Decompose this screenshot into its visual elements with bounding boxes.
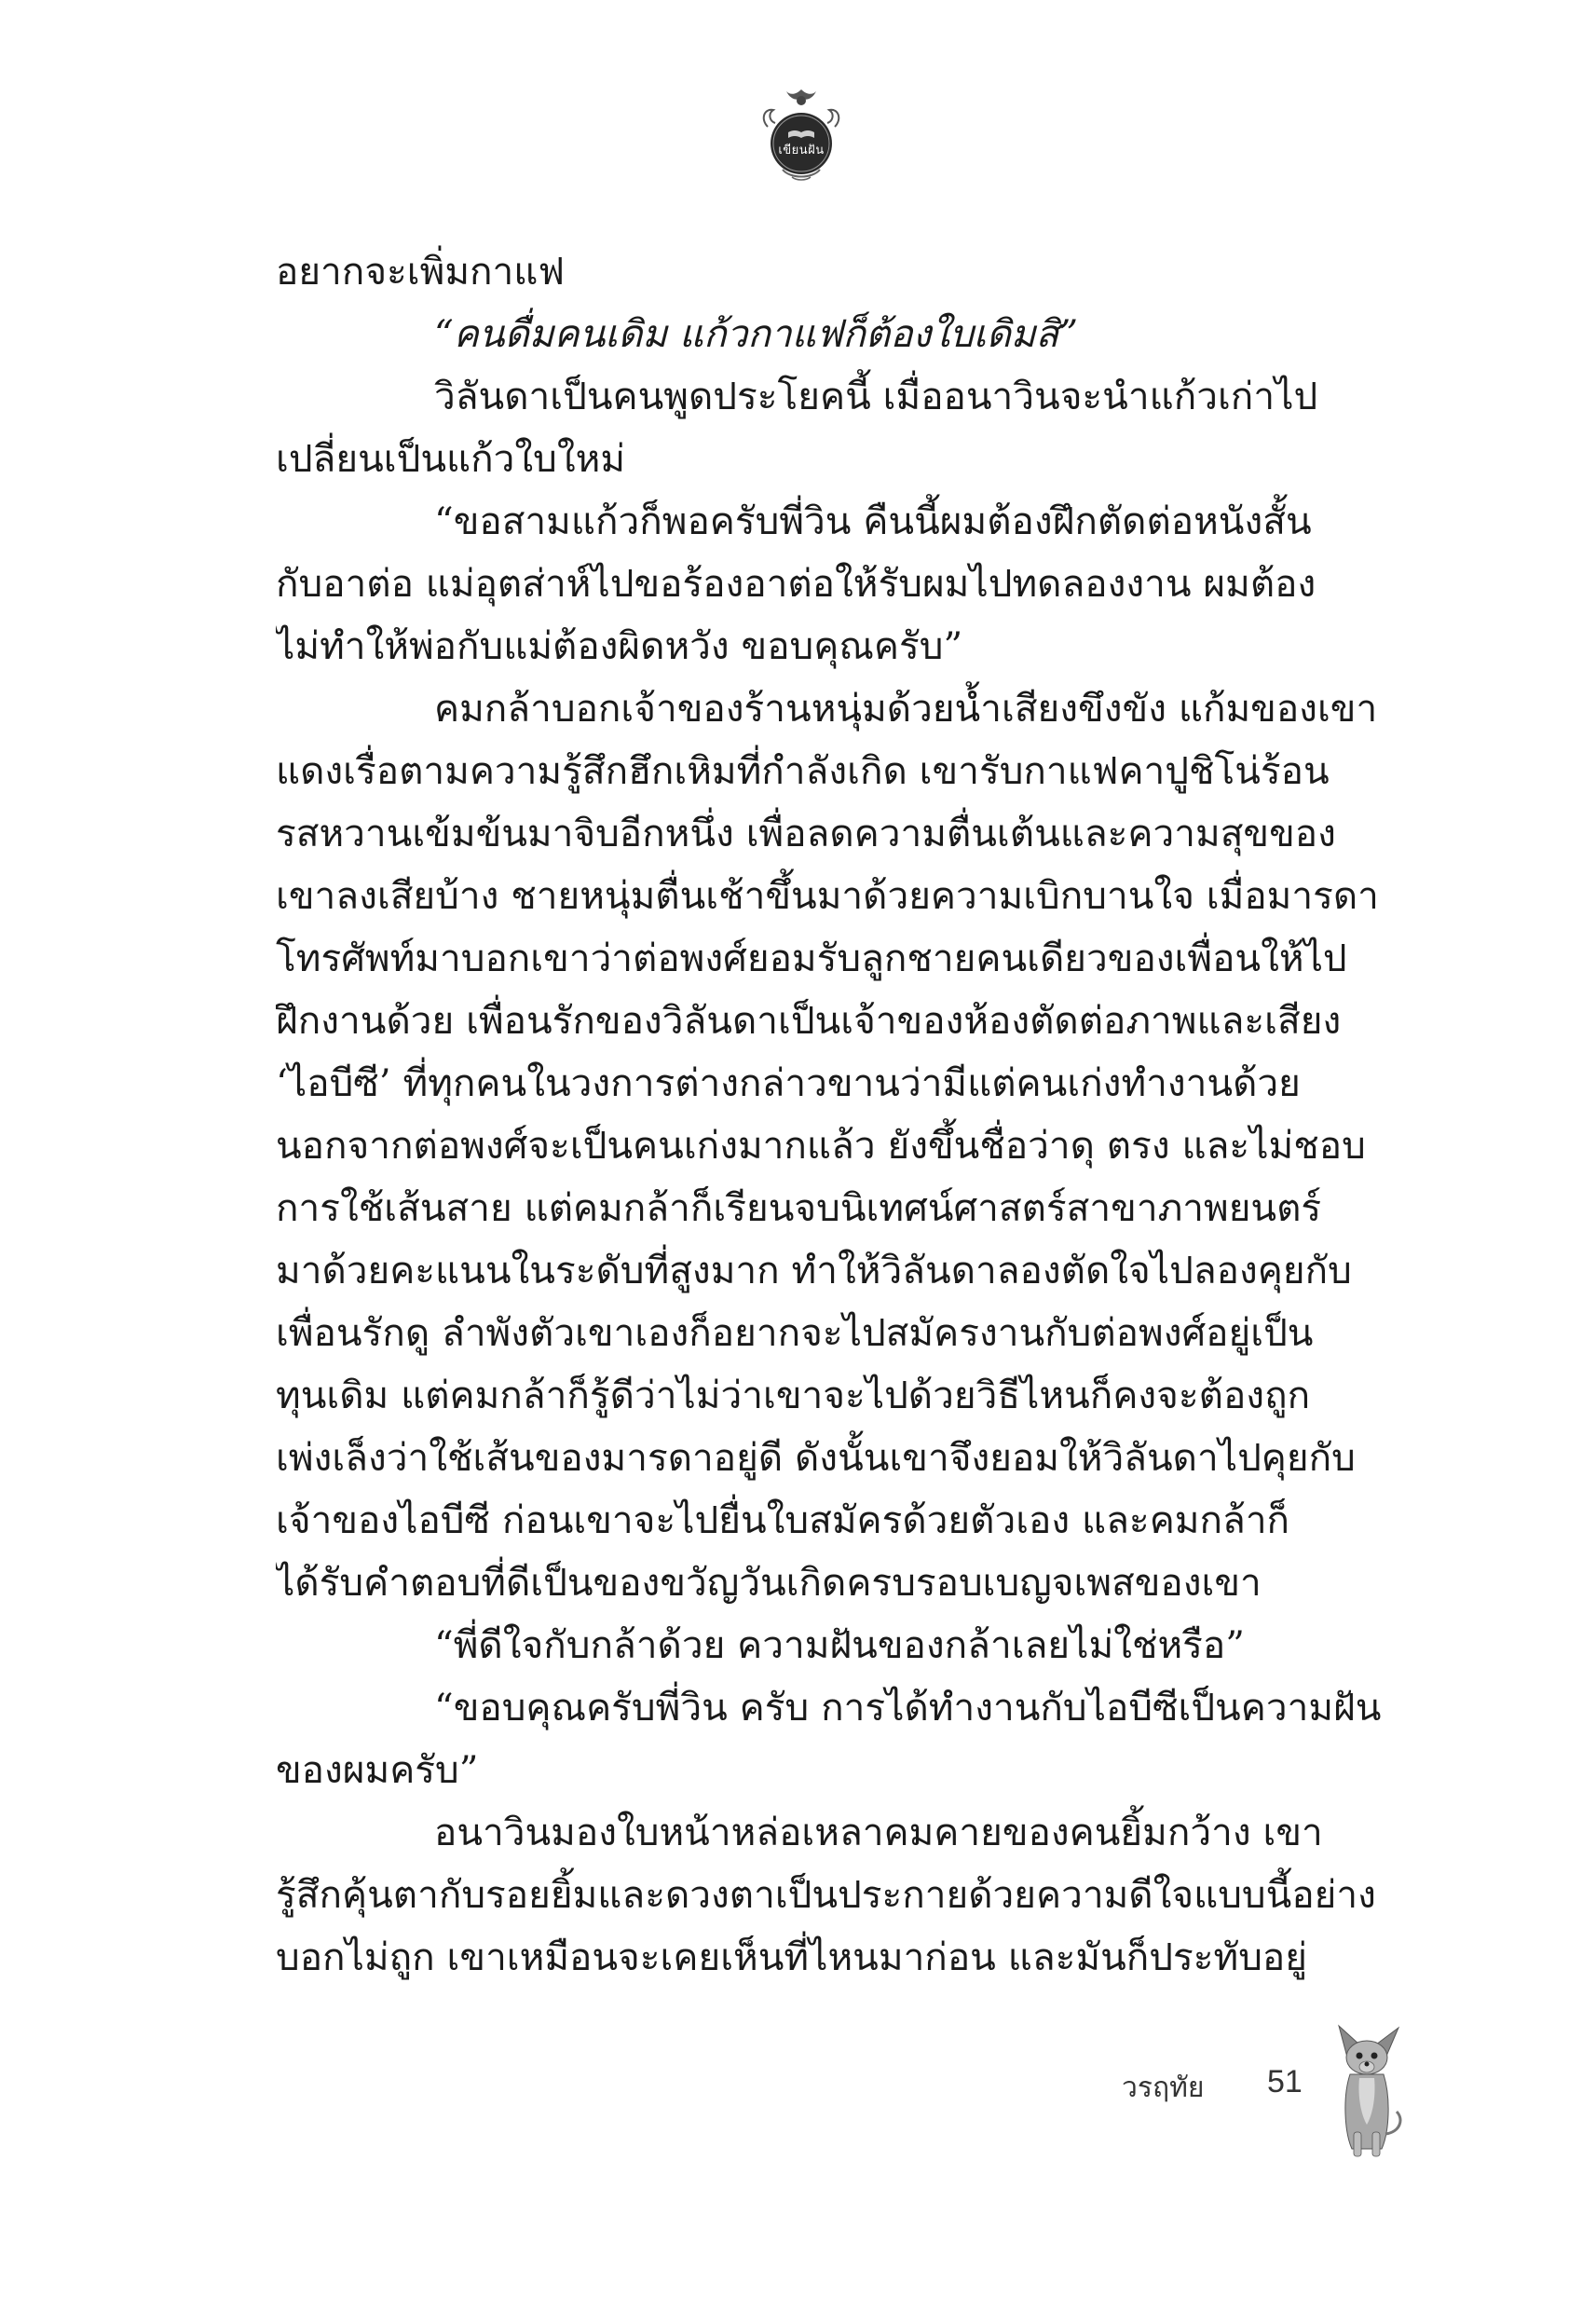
text-line: อนาวินมองใบหน้าหล่อเหลาคมคายของคนยิ้มกว้าง เขา: [434, 1810, 1323, 1854]
text-line: ไม่ทำให้พ่อกับแม่ต้องผิดหวัง ขอบคุณครับ”: [276, 623, 963, 668]
emblem-graphic: [755, 86, 848, 183]
text-line: กับอาต่อ แม่อุตส่าห์ไปขอร้องอาต่อให้รับผมไปทดลองงาน ผมต้อง: [276, 561, 1316, 606]
body-text: [276, 240, 1405, 1989]
emblem-label: เขียนฝัน: [778, 144, 825, 157]
text-line: เพื่อนรักดู ลำพังตัวเขาเองก็อยากจะไปสมัครงานกับต่อพงศ์อยู่เป็น: [276, 1310, 1314, 1355]
text-line: วิลันดาเป็นคนพูดประโยคนี้ เมื่ออนาวินจะนำแก้วเก่าไป: [434, 374, 1318, 418]
text-line: โทรศัพท์มาบอกเขาว่าต่อพงศ์ยอมรับลูกชายคนเดียวของเพื่อนให้ไป: [276, 936, 1347, 980]
text-line: เปลี่ยนเป็นแก้วใบใหม่: [276, 436, 626, 481]
text-line: การใช้เส้นสาย แต่คมกล้าก็เรียนจบนิเทศน์ศาสตร์สาขาภาพยนตร์: [276, 1185, 1322, 1230]
text-line: “พี่ดีใจกับกล้าด้วย ความฝันของกล้าเลยไม่ใช่หรือ”: [434, 1622, 1245, 1667]
text-line: คมกล้าบอกเจ้าของร้านหนุ่มด้วยน้ำเสียงขึงขัง แก้มของเขา: [434, 686, 1378, 731]
text-line: “ขอบคุณครับพี่วิน ครับ การได้ทำงานกับไอบีซีเป็นความฝัน: [434, 1685, 1382, 1730]
chihuahua-illustration: [1326, 2022, 1408, 2162]
text-line: “คนดื่มคนเดิม แก้วกาแฟก็ต้องใบเดิมสิ”: [434, 311, 1079, 356]
text-line: มาด้วยคะแนนในระดับที่สูงมาก ทำให้วิลันดาลองตัดใจไปลองคุยกับ: [276, 1248, 1352, 1292]
running-footer-title: วรฤทัย: [1122, 2072, 1205, 2103]
text-line: ฝึกงานด้วย เพื่อนรักของวิลันดาเป็นเจ้าของห้องตัดต่อภาพและเสียง: [276, 998, 1342, 1043]
text-line: เพ่งเล็งว่าใช้เส้นของมารดาอยู่ดี ดังนั้นเขาจึงยอมให้วิลันดาไปคุยกับ: [276, 1435, 1356, 1480]
text-line: ทุนเดิม แต่คมกล้าก็รู้ดีว่าไม่ว่าเขาจะไปด้วยวิธีไหนก็คงจะต้องถูก: [276, 1373, 1311, 1417]
publisher-emblem: [755, 86, 848, 183]
text-line: ‘ไอบีซี’ ที่ทุกคนในวงการต่างกล่าวขานว่ามีแต่คนเก่งทำงานด้วย: [276, 1060, 1301, 1105]
text-line: เจ้าของไอบีซี ก่อนเขาจะไปยื่นใบสมัครด้วยตัวเอง และคมกล้าก็: [276, 1497, 1290, 1542]
text-line: ได้รับคำตอบที่ดีเป็นของขวัญวันเกิดครบรอบเบญจเพสของเขา: [276, 1560, 1262, 1605]
text-line: ของผมครับ”: [276, 1747, 479, 1792]
text-line: “ขอสามแก้วก็พอครับพี่วิน คืนนี้ผมต้องฝึกตัดต่อหนังสั้น: [434, 499, 1312, 543]
text-line: อยากจะเพิ่มกาแฟ: [276, 249, 566, 294]
text-line: บอกไม่ถูก เขาเหมือนจะเคยเห็นที่ไหนมาก่อน และมันก็ประทับอยู่: [276, 1935, 1307, 1979]
text-line: เขาลงเสียบ้าง ชายหนุ่มตื่นเช้าขึ้นมาด้วยความเบิกบานใจ เมื่อมารดา: [276, 873, 1379, 918]
text-line: รู้สึกคุ้นตากับรอยยิ้มและดวงตาเป็นประกายด้วยความดีใจแบบนี้อย่าง: [276, 1872, 1376, 1917]
text-line: รสหวานเข้มข้นมาจิบอีกหนึ่ง เพื่อลดความตื่นเต้นและความสุขของ: [276, 811, 1336, 855]
text-line: แดงเรื่อตามความรู้สึกฮึกเหิมที่กำลังเกิด เขารับกาแฟคาปูชิโน่ร้อน: [276, 748, 1330, 793]
page-number: 51: [1267, 2064, 1303, 2099]
text-line: นอกจากต่อพงศ์จะเป็นคนเก่งมากแล้ว ยังขึ้นชื่อว่าดุ ตรง และไม่ชอบ: [276, 1123, 1366, 1168]
